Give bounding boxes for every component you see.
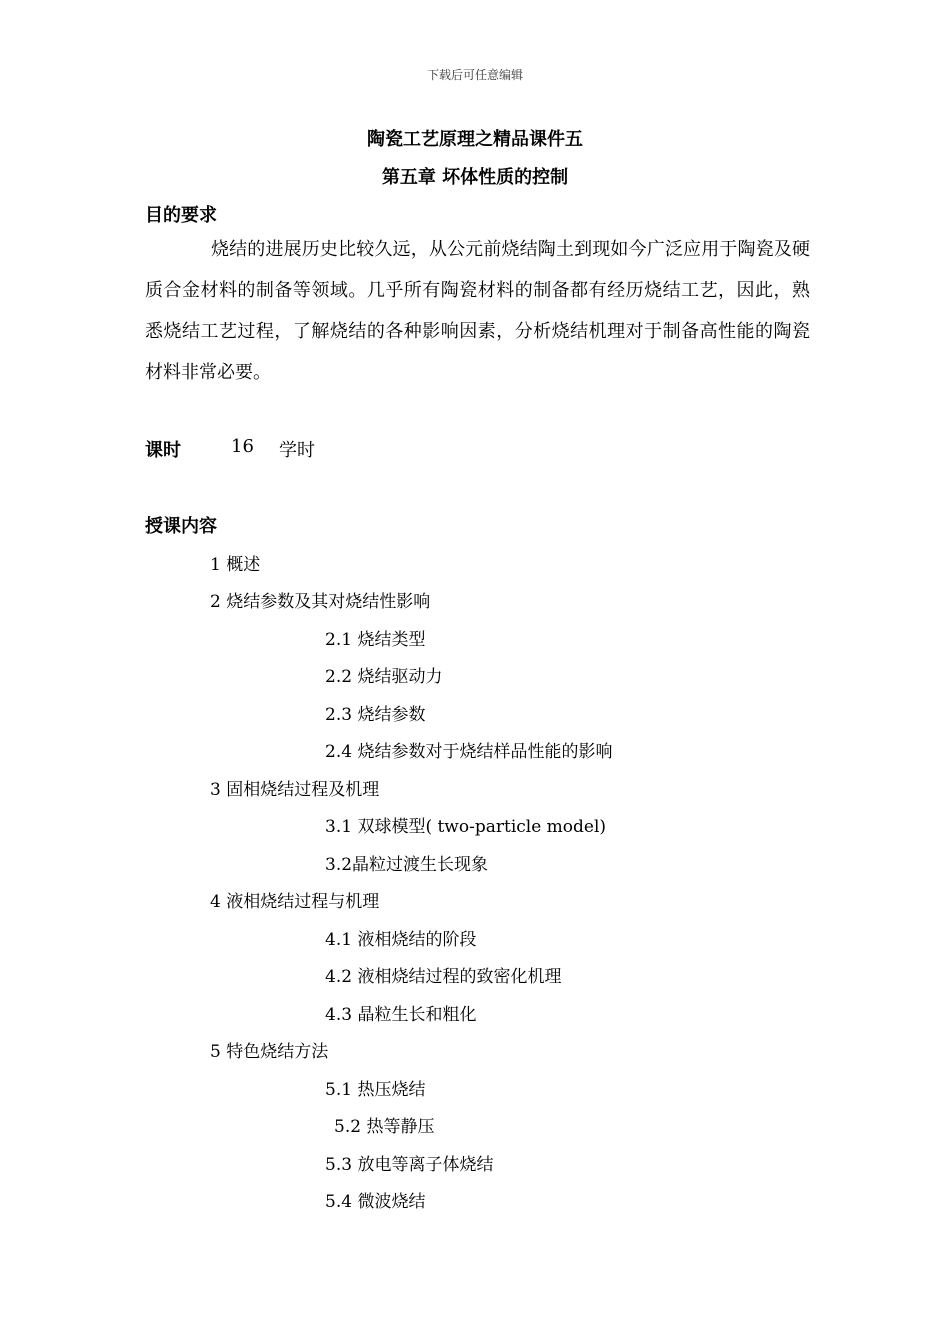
hours-unit: 学时 bbox=[279, 440, 315, 461]
toc-subitem: 3.2晶粒过渡生长现象 bbox=[325, 855, 489, 875]
toc-item: 5 特色烧结方法 bbox=[210, 1042, 329, 1062]
objectives-heading: 目的要求 bbox=[145, 205, 217, 226]
toc-item: 2 烧结参数及其对烧结性影响 bbox=[210, 592, 431, 612]
toc-subitem: 4.3 晶粒生长和粗化 bbox=[325, 1005, 477, 1025]
toc-subitem: 4.2 液相烧结过程的致密化机理 bbox=[325, 967, 562, 987]
document-title: 陶瓷工艺原理之精品课件五 bbox=[367, 129, 583, 150]
toc-subitem: 5.4 微波烧结 bbox=[325, 1192, 426, 1212]
contents-heading: 授课内容 bbox=[145, 516, 217, 537]
toc-item: 3 固相烧结过程及机理 bbox=[210, 780, 380, 800]
objectives-paragraph: 烧结的进展历史比较久远，从公元前烧结陶土到现如今广泛应用于陶瓷及硬质合金材料的制备等领域。几乎所有陶瓷材料的制备都有经历烧结工艺，因此，熟悉烧结工艺过程，了解烧结的各种影响因素，分析烧结机理对于制备高性能的陶瓷材料非常必要。 bbox=[145, 239, 810, 383]
hours-value: 16 bbox=[231, 436, 254, 457]
toc-item: 4 液相烧结过程与机理 bbox=[210, 892, 380, 912]
toc-subitem: 2.4 烧结参数对于烧结样品性能的影响 bbox=[325, 742, 613, 762]
toc-subitem: 2.1 烧结类型 bbox=[325, 630, 426, 650]
toc-subitem: 3.1 双球模型( two-particle model) bbox=[325, 817, 607, 837]
toc-subitem: 5.2 热等静压 bbox=[334, 1117, 435, 1137]
header-note: 下载后可任意编辑 bbox=[426, 68, 523, 82]
hours-label: 课时 bbox=[145, 440, 181, 461]
toc-subitem: 5.1 热压烧结 bbox=[325, 1080, 426, 1100]
toc-item: 1 概述 bbox=[210, 555, 261, 575]
toc-subitem: 4.1 液相烧结的阶段 bbox=[325, 930, 477, 950]
toc-subitem: 2.2 烧结驱动力 bbox=[325, 667, 443, 687]
toc-subitem: 2.3 烧结参数 bbox=[325, 705, 426, 725]
chapter-title: 第五章 坏体性质的控制 bbox=[381, 167, 569, 188]
toc-subitem: 5.3 放电等离子体烧结 bbox=[325, 1155, 494, 1175]
